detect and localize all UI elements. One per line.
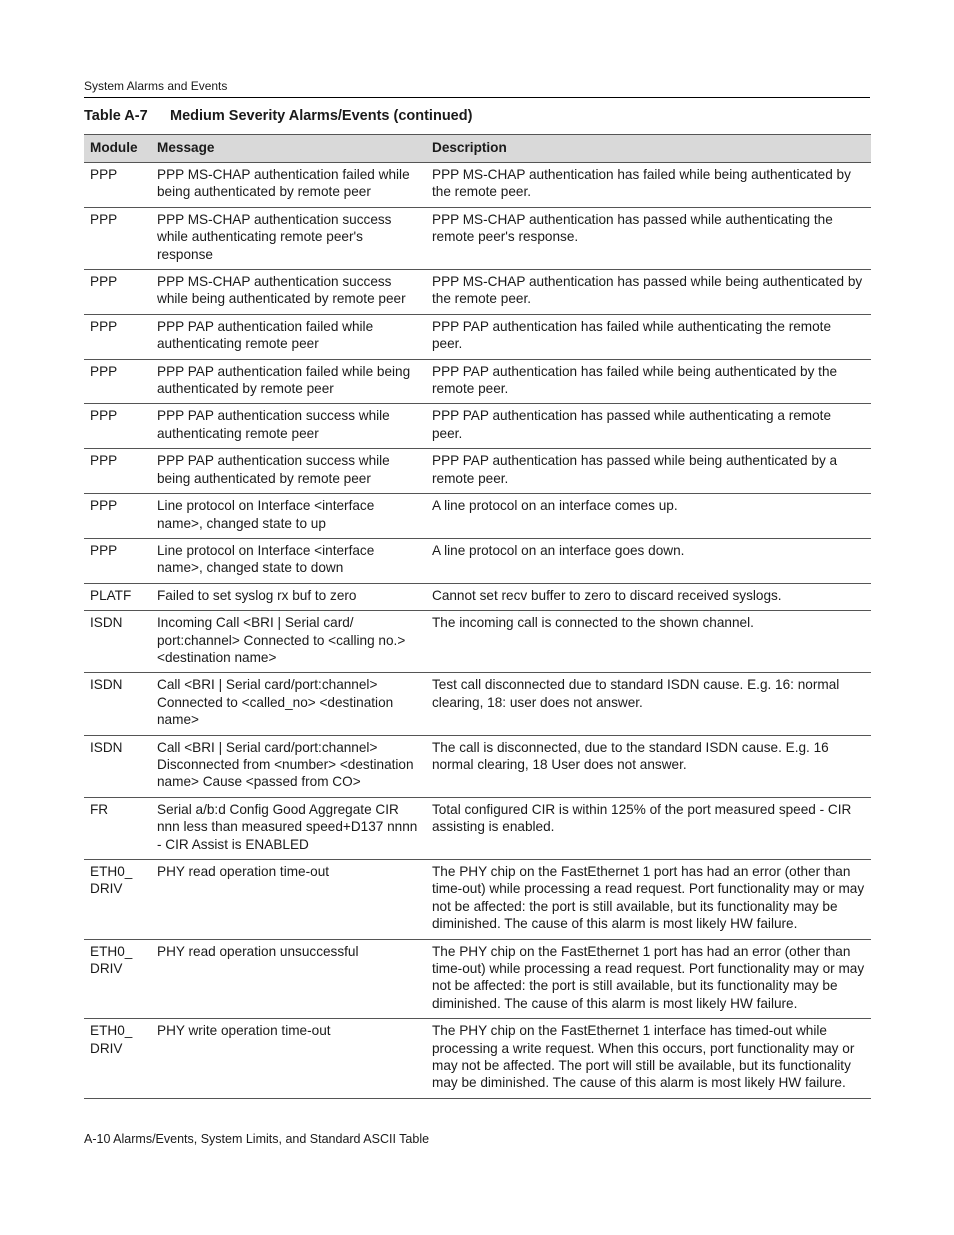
running-footer: A-10 Alarms/Events, System Limits, and Standard ASCII Table bbox=[84, 1132, 430, 1146]
alarms-table bbox=[84, 134, 871, 1099]
cell-message: PPP PAP authentication success while authenticating remote peer bbox=[151, 404, 426, 449]
cell-description: PPP MS-CHAP authentication has passed while being authenticated by the remote peer. bbox=[426, 270, 871, 315]
cell-description: PPP PAP authentication has failed while being authenticated by the remote peer. bbox=[426, 359, 871, 404]
cell-module: PPP bbox=[84, 494, 151, 539]
cell-message: Incoming Call <BRI | Serial card/ port:channel> Connected to <calling no.> <destination name> bbox=[151, 611, 426, 673]
table-row bbox=[84, 314, 871, 359]
table-row bbox=[84, 939, 871, 1019]
cell-message: PHY read operation time-out bbox=[151, 860, 426, 940]
cell-description: The incoming call is connected to the shown channel. bbox=[426, 611, 871, 673]
cell-message: PPP PAP authentication success while being authenticated by remote peer bbox=[151, 449, 426, 494]
cell-description: PPP MS-CHAP authentication has failed while being authenticated by the remote peer. bbox=[426, 163, 871, 208]
cell-description: The PHY chip on the FastEthernet 1 port has had an error (other than time-out) while processing a read request. Port functionality may or may not be affected: the port is still available, but its functionality may be diminished. The cause of this alarm is most likely HW failure. bbox=[426, 939, 871, 1019]
table-row bbox=[84, 797, 871, 859]
cell-module: PPP bbox=[84, 314, 151, 359]
cell-module: ETH0_ DRIV bbox=[84, 939, 151, 1019]
cell-description: PPP MS-CHAP authentication has passed while authenticating the remote peer's response. bbox=[426, 207, 871, 269]
cell-module: PPP bbox=[84, 404, 151, 449]
table-row bbox=[84, 270, 871, 315]
table-number: Table A-7 bbox=[84, 108, 148, 124]
table-row bbox=[84, 163, 871, 208]
cell-module: ISDN bbox=[84, 735, 151, 797]
cell-message: PPP PAP authentication failed while authenticating remote peer bbox=[151, 314, 426, 359]
cell-module: FR bbox=[84, 797, 151, 859]
table-row bbox=[84, 494, 871, 539]
cell-module: PPP bbox=[84, 207, 151, 269]
cell-description: PPP PAP authentication has passed while authenticating a remote peer. bbox=[426, 404, 871, 449]
table-row bbox=[84, 735, 871, 797]
cell-message: Line protocol on Interface <interface name>, changed state to down bbox=[151, 538, 426, 583]
cell-message: PHY read operation unsuccessful bbox=[151, 939, 426, 1019]
cell-module: ETH0_ DRIV bbox=[84, 860, 151, 940]
cell-module: PPP bbox=[84, 163, 151, 208]
table-row bbox=[84, 404, 871, 449]
cell-message: PPP PAP authentication failed while being authenticated by remote peer bbox=[151, 359, 426, 404]
table-title: Medium Severity Alarms/Events (continued) bbox=[170, 108, 473, 124]
cell-message: PPP MS-CHAP authentication failed while being authenticated by remote peer bbox=[151, 163, 426, 208]
cell-message: Failed to set syslog rx buf to zero bbox=[151, 583, 426, 610]
cell-module: ISDN bbox=[84, 673, 151, 735]
cell-module: PPP bbox=[84, 270, 151, 315]
cell-message: PHY write operation time-out bbox=[151, 1019, 426, 1099]
table-row bbox=[84, 538, 871, 583]
cell-module: PPP bbox=[84, 538, 151, 583]
table-row bbox=[84, 611, 871, 673]
table-row bbox=[84, 449, 871, 494]
cell-message: PPP MS-CHAP authentication success while being authenticated by remote peer bbox=[151, 270, 426, 315]
cell-module: PPP bbox=[84, 359, 151, 404]
cell-message: Serial a/b:d Config Good Aggregate CIR nnn less than measured speed+D137 nnnn - CIR Assist is ENABLED bbox=[151, 797, 426, 859]
column-header-message: Message bbox=[151, 135, 426, 163]
running-header: System Alarms and Events bbox=[84, 79, 228, 93]
cell-message: Call <BRI | Serial card/port:channel> Disconnected from <number> <destination name> Cause <passed from CO> bbox=[151, 735, 426, 797]
table-row bbox=[84, 673, 871, 735]
cell-description: PPP PAP authentication has failed while authenticating the remote peer. bbox=[426, 314, 871, 359]
cell-message: Line protocol on Interface <interface name>, changed state to up bbox=[151, 494, 426, 539]
cell-description: The PHY chip on the FastEthernet 1 port has had an error (other than time-out) while processing a read request. Port functionality may or may not be affected: the port is still available, but its functionality may be diminished. The cause of this alarm is most likely HW failure. bbox=[426, 860, 871, 940]
cell-module: ETH0_ DRIV bbox=[84, 1019, 151, 1099]
cell-message: PPP MS-CHAP authentication success while authenticating remote peer's response bbox=[151, 207, 426, 269]
header-rule bbox=[84, 97, 870, 98]
table-header-row bbox=[84, 135, 871, 163]
cell-module: PPP bbox=[84, 449, 151, 494]
cell-description: Total configured CIR is within 125% of the port measured speed - CIR assisting is enabled. bbox=[426, 797, 871, 859]
table-caption bbox=[84, 108, 472, 124]
table-row bbox=[84, 207, 871, 269]
cell-description: A line protocol on an interface goes down. bbox=[426, 538, 871, 583]
column-header-description: Description bbox=[426, 135, 871, 163]
cell-description: Cannot set recv buffer to zero to discard received syslogs. bbox=[426, 583, 871, 610]
cell-description: A line protocol on an interface comes up. bbox=[426, 494, 871, 539]
table-row bbox=[84, 359, 871, 404]
table-row bbox=[84, 860, 871, 940]
table-row bbox=[84, 1019, 871, 1099]
cell-description: The call is disconnected, due to the standard ISDN cause. E.g. 16 normal clearing, 18 User does not answer. bbox=[426, 735, 871, 797]
cell-description: Test call disconnected due to standard ISDN cause. E.g. 16: normal clearing, 18: user does not answer. bbox=[426, 673, 871, 735]
cell-module: ISDN bbox=[84, 611, 151, 673]
cell-message: Call <BRI | Serial card/port:channel> Connected to <called_no> <destination name> bbox=[151, 673, 426, 735]
table-row bbox=[84, 583, 871, 610]
cell-description: PPP PAP authentication has passed while being authenticated by a remote peer. bbox=[426, 449, 871, 494]
cell-module: PLATF bbox=[84, 583, 151, 610]
column-header-module: Module bbox=[84, 135, 151, 163]
cell-description: The PHY chip on the FastEthernet 1 interface has timed-out while processing a write request. When this occurs, port functionality may or may not be affected. The port will still be available, but its functionality may be diminished. The cause of this alarm is most likely HW failure. bbox=[426, 1019, 871, 1099]
